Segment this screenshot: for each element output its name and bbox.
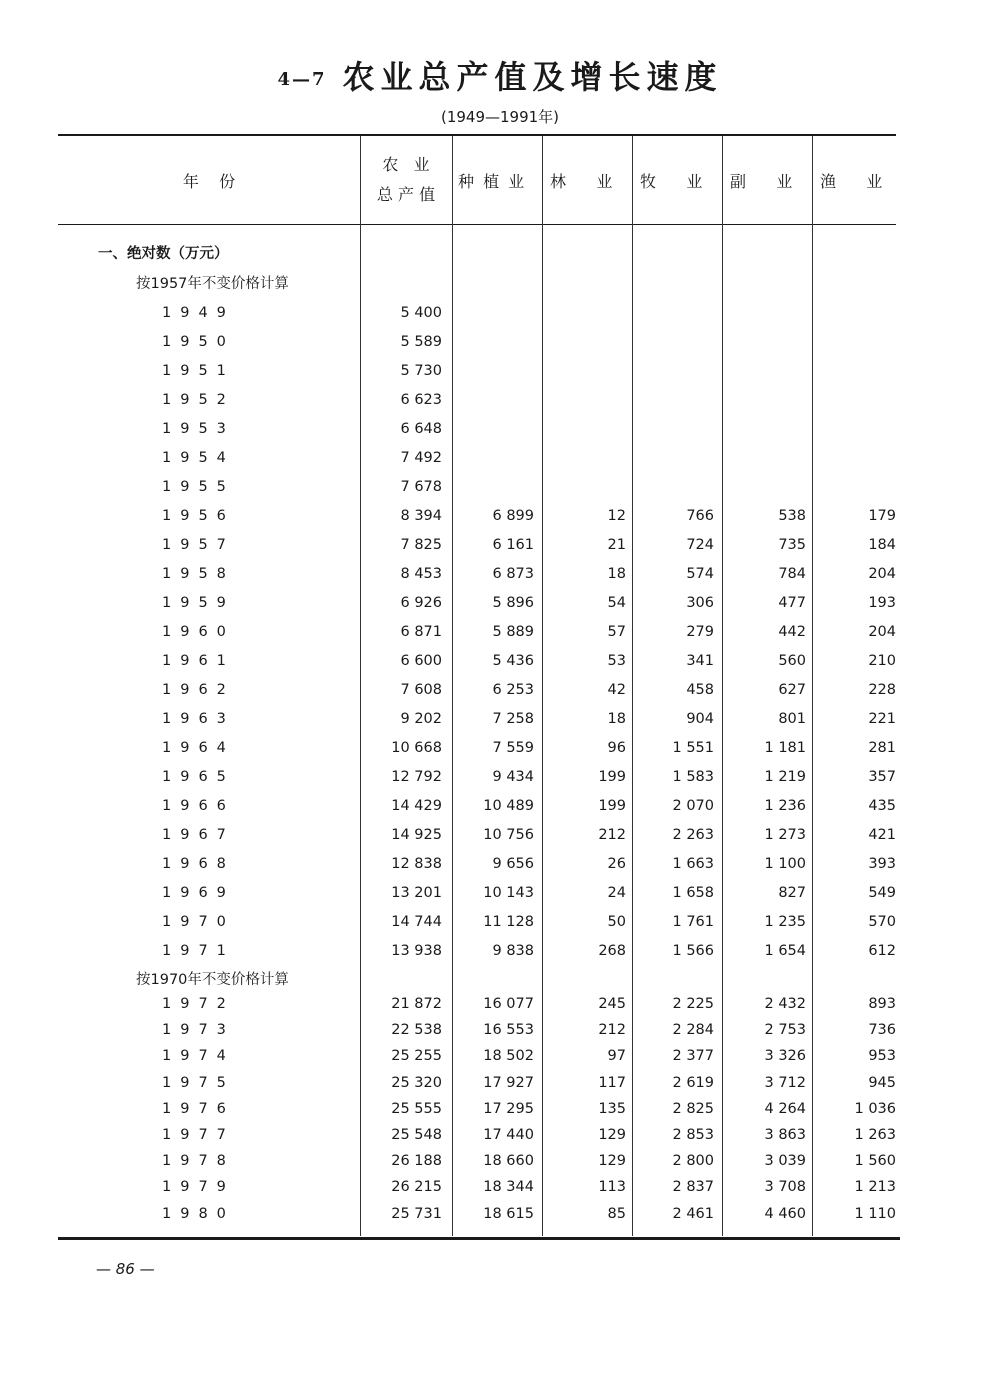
cell-livestock: 574 [686, 566, 714, 582]
table-row [58, 649, 900, 673]
cell-forestry: 50 [607, 914, 626, 930]
table-row [58, 359, 900, 383]
table-row [58, 475, 900, 499]
table-row [58, 992, 900, 1016]
cell-fishery: 736 [868, 1022, 896, 1039]
cell-livestock: 2 825 [672, 1100, 714, 1117]
cell-livestock: 904 [686, 711, 714, 727]
cell-livestock: 306 [686, 595, 714, 611]
cell-crops: 10 756 [483, 827, 534, 843]
cell-total: 12 792 [391, 769, 442, 785]
cell-fishery: 953 [868, 1048, 896, 1065]
cell-crops: 5 889 [492, 624, 534, 640]
cell-forestry: 96 [607, 740, 626, 756]
table-row [58, 707, 900, 731]
table-row [58, 852, 900, 876]
cell-total: 5 589 [400, 334, 442, 350]
cell-fishery: 945 [868, 1074, 896, 1091]
row-year: 1970 [162, 914, 235, 930]
row-year: 1950 [162, 334, 235, 350]
cell-crops: 17 295 [483, 1100, 534, 1117]
row-year: 1971 [162, 943, 235, 959]
table-row [58, 794, 900, 818]
row-year: 1968 [162, 856, 235, 872]
cell-livestock: 1 551 [672, 740, 714, 756]
row-year: 1978 [162, 1153, 235, 1170]
row-year: 1953 [162, 421, 235, 437]
cell-fishery: 281 [868, 740, 896, 756]
cell-forestry: 57 [607, 624, 626, 640]
row-year: 1960 [162, 624, 235, 640]
cell-livestock: 458 [686, 682, 714, 698]
cell-forestry: 18 [607, 566, 626, 582]
cell-crops: 18 344 [483, 1179, 534, 1196]
cell-crops: 18 615 [483, 1205, 534, 1222]
cell-forestry: 199 [598, 769, 626, 785]
basis-row [58, 272, 900, 296]
cell-fishery: 1 560 [854, 1153, 896, 1170]
basis-row [58, 968, 900, 992]
cell-sideline: 1 654 [764, 943, 806, 959]
cell-total: 6 600 [400, 653, 442, 669]
cell-fishery: 221 [868, 711, 896, 727]
cell-total: 13 201 [391, 885, 442, 901]
cell-forestry: 12 [607, 508, 626, 524]
cell-fishery: 549 [868, 885, 896, 901]
cell-forestry: 85 [607, 1205, 626, 1222]
cell-total: 6 871 [400, 624, 442, 640]
cell-fishery: 228 [868, 682, 896, 698]
cell-crops: 9 838 [492, 943, 534, 959]
cell-total: 7 492 [400, 450, 442, 466]
page-number: — 86 — [96, 1260, 155, 1278]
cell-sideline: 4 264 [764, 1100, 806, 1117]
cell-livestock: 341 [686, 653, 714, 669]
table-row [58, 1071, 900, 1095]
cell-crops: 10 489 [483, 798, 534, 814]
cell-sideline: 2 753 [764, 1022, 806, 1039]
cell-total: 8 394 [400, 508, 442, 524]
row-year: 1952 [162, 392, 235, 408]
cell-total: 8 453 [400, 566, 442, 582]
cell-total: 14 744 [391, 914, 442, 930]
cell-fishery: 421 [868, 827, 896, 843]
cell-sideline: 3 039 [764, 1153, 806, 1170]
cell-fishery: 204 [868, 624, 896, 640]
cell-sideline: 2 432 [764, 996, 806, 1012]
cell-sideline: 3 708 [764, 1179, 806, 1196]
cell-forestry: 199 [598, 798, 626, 814]
cell-crops: 7 258 [492, 711, 534, 727]
cell-crops: 6 161 [492, 537, 534, 553]
header-forestry: 林 业 [550, 171, 615, 191]
table-row [58, 1018, 900, 1042]
cell-crops: 5 896 [492, 595, 534, 611]
row-year: 1972 [162, 996, 235, 1012]
cell-total: 25 731 [391, 1205, 442, 1222]
row-year: 1955 [162, 479, 235, 495]
table-row [58, 881, 900, 905]
cell-forestry: 212 [598, 1022, 626, 1039]
row-year: 1954 [162, 450, 235, 466]
cell-sideline: 1 236 [764, 798, 806, 814]
cell-livestock: 2 837 [672, 1179, 714, 1196]
cell-sideline: 477 [778, 595, 806, 611]
row-year: 1977 [162, 1127, 235, 1143]
cell-fishery: 393 [868, 856, 896, 872]
row-year: 1959 [162, 595, 235, 611]
cell-livestock: 2 853 [672, 1127, 714, 1143]
year-range: (1949—1991年) [440, 108, 560, 126]
cell-total: 5 730 [400, 363, 442, 379]
cell-total: 7 608 [400, 682, 442, 698]
cell-livestock: 1 761 [672, 914, 714, 930]
cell-forestry: 24 [607, 885, 626, 901]
cell-forestry: 21 [607, 537, 626, 553]
cell-fishery: 1 110 [854, 1205, 896, 1222]
row-year: 1969 [162, 885, 235, 901]
row-year: 1973 [162, 1022, 235, 1039]
row-year: 1976 [162, 1100, 235, 1117]
header-livestock: 牧 业 [640, 171, 705, 191]
cell-sideline: 627 [778, 682, 806, 698]
table-row [58, 939, 900, 963]
cell-total: 6 623 [400, 392, 442, 408]
cell-fishery: 204 [868, 566, 896, 582]
cell-fishery: 1 263 [854, 1127, 896, 1143]
cell-total: 7 678 [400, 479, 442, 495]
table-row [58, 417, 900, 441]
page-title [0, 52, 1000, 98]
cell-livestock: 724 [686, 537, 714, 553]
cell-sideline: 3 326 [764, 1048, 806, 1065]
cell-total: 25 255 [391, 1048, 442, 1065]
cell-sideline: 538 [778, 508, 806, 524]
table-row [58, 1175, 900, 1199]
table-number: 4—7 [277, 69, 327, 90]
cell-sideline: 801 [778, 711, 806, 727]
cell-fishery: 210 [868, 653, 896, 669]
cell-livestock: 2 461 [672, 1205, 714, 1222]
table-title: 农业总产值及增长速度 [342, 58, 723, 96]
table-row [58, 446, 900, 470]
cell-forestry: 268 [598, 943, 626, 959]
cell-forestry: 135 [598, 1100, 626, 1117]
table-row [58, 620, 900, 644]
cell-sideline: 1 181 [764, 740, 806, 756]
cell-sideline: 3 863 [764, 1127, 806, 1143]
cell-fishery: 612 [868, 943, 896, 959]
cell-livestock: 2 284 [672, 1022, 714, 1039]
table-row [58, 330, 900, 354]
header-total [362, 136, 450, 224]
cell-total: 21 872 [391, 996, 442, 1012]
cell-crops: 7 559 [492, 740, 534, 756]
cell-crops: 9 434 [492, 769, 534, 785]
cell-forestry: 97 [607, 1048, 626, 1065]
header-total-line1: 农 业 [382, 155, 430, 174]
table-row [58, 388, 900, 412]
cell-crops: 18 660 [483, 1153, 534, 1170]
cell-total: 22 538 [391, 1022, 442, 1039]
cell-livestock: 2 800 [672, 1153, 714, 1170]
table-row [58, 765, 900, 789]
cell-total: 25 320 [391, 1074, 442, 1091]
cell-sideline: 784 [778, 566, 806, 582]
cell-livestock: 2 225 [672, 996, 714, 1012]
cell-total: 26 188 [391, 1153, 442, 1170]
header-sideline: 副 业 [730, 171, 795, 191]
cell-forestry: 26 [607, 856, 626, 872]
table-row [58, 823, 900, 847]
cell-sideline: 560 [778, 653, 806, 669]
cell-total: 7 825 [400, 537, 442, 553]
cell-forestry: 117 [598, 1074, 626, 1091]
cell-total: 26 215 [391, 1179, 442, 1196]
cell-livestock: 1 658 [672, 885, 714, 901]
header-crops: 种 植 业 [458, 171, 527, 191]
row-year: 1967 [162, 827, 235, 843]
table-row [58, 1044, 900, 1068]
cell-sideline: 735 [778, 537, 806, 553]
row-year: 1962 [162, 682, 235, 698]
cell-livestock: 279 [686, 624, 714, 640]
cell-total: 12 838 [391, 856, 442, 872]
row-year: 1963 [162, 711, 235, 727]
table-row [58, 736, 900, 760]
cell-sideline: 1 235 [764, 914, 806, 930]
row-year: 1964 [162, 740, 235, 756]
row-year: 1979 [162, 1179, 235, 1196]
cell-fishery: 435 [868, 798, 896, 814]
cell-fishery: 893 [868, 996, 896, 1012]
cell-crops: 16 077 [483, 996, 534, 1012]
header-fishery: 渔 业 [820, 171, 885, 191]
cell-livestock: 2 377 [672, 1048, 714, 1065]
table-row [58, 678, 900, 702]
section-row [58, 242, 900, 266]
cell-livestock: 1 663 [672, 856, 714, 872]
cell-sideline: 827 [778, 885, 806, 901]
header-year: 年 份 [182, 171, 236, 191]
cell-fishery: 193 [868, 595, 896, 611]
cell-total: 13 938 [391, 943, 442, 959]
cell-forestry: 129 [598, 1153, 626, 1170]
cell-total: 9 202 [400, 711, 442, 727]
cell-crops: 10 143 [483, 885, 534, 901]
cell-crops: 5 436 [492, 653, 534, 669]
cell-crops: 9 656 [492, 856, 534, 872]
cell-livestock: 1 566 [672, 943, 714, 959]
cell-crops: 6 899 [492, 508, 534, 524]
cell-crops: 6 873 [492, 566, 534, 582]
cell-forestry: 42 [607, 682, 626, 698]
cell-forestry: 212 [598, 827, 626, 843]
table-row [58, 533, 900, 557]
table-row [58, 1149, 900, 1173]
cell-forestry: 245 [598, 996, 626, 1012]
cell-fishery: 1 213 [854, 1179, 896, 1196]
row-year: 1974 [162, 1048, 235, 1065]
cell-livestock: 2 070 [672, 798, 714, 814]
cell-forestry: 113 [598, 1179, 626, 1196]
table-row [58, 1202, 900, 1226]
cell-total: 14 925 [391, 827, 442, 843]
cell-forestry: 54 [607, 595, 626, 611]
table-row [58, 1097, 900, 1121]
cell-forestry: 18 [607, 711, 626, 727]
cell-total: 6 648 [400, 421, 442, 437]
cell-livestock: 1 583 [672, 769, 714, 785]
cell-livestock: 2 619 [672, 1074, 714, 1091]
cell-fishery: 1 036 [854, 1100, 896, 1117]
basis-label-1957: 按1957年不变价格计算 [136, 276, 289, 292]
row-year: 1957 [162, 537, 235, 553]
cell-total: 25 548 [391, 1127, 442, 1143]
cell-livestock: 2 263 [672, 827, 714, 843]
row-year: 1975 [162, 1074, 235, 1091]
row-year: 1949 [162, 305, 235, 321]
cell-crops: 6 253 [492, 682, 534, 698]
cell-livestock: 766 [686, 508, 714, 524]
cell-total: 25 555 [391, 1100, 442, 1117]
header-total-line2: 总 产 值 [376, 185, 436, 204]
table-row [58, 504, 900, 528]
cell-sideline: 1 100 [764, 856, 806, 872]
cell-forestry: 129 [598, 1127, 626, 1143]
row-year: 1965 [162, 769, 235, 785]
row-year: 1961 [162, 653, 235, 669]
header-rule [58, 224, 896, 225]
cell-total: 6 926 [400, 595, 442, 611]
cell-fishery: 179 [868, 508, 896, 524]
cell-fishery: 570 [868, 914, 896, 930]
cell-crops: 11 128 [483, 914, 534, 930]
table-row [58, 562, 900, 586]
cell-forestry: 53 [607, 653, 626, 669]
cell-fishery: 184 [868, 537, 896, 553]
cell-crops: 17 440 [483, 1127, 534, 1143]
cell-crops: 16 553 [483, 1022, 534, 1039]
cell-sideline: 1 273 [764, 827, 806, 843]
cell-sideline: 1 219 [764, 769, 806, 785]
cell-sideline: 4 460 [764, 1205, 806, 1222]
cell-crops: 17 927 [483, 1074, 534, 1091]
cell-fishery: 357 [868, 769, 896, 785]
row-year: 1958 [162, 566, 235, 582]
table-row [58, 910, 900, 934]
cell-total: 14 429 [391, 798, 442, 814]
row-year: 1951 [162, 363, 235, 379]
section-label: 一、绝对数（万元） [98, 246, 229, 262]
table-row [58, 591, 900, 615]
table-row [58, 301, 900, 325]
table-row [58, 1123, 900, 1147]
cell-sideline: 3 712 [764, 1074, 806, 1091]
row-year: 1980 [162, 1205, 235, 1222]
cell-total: 10 668 [391, 740, 442, 756]
basis-label-1970: 按1970年不变价格计算 [136, 972, 289, 988]
row-year: 1966 [162, 798, 235, 814]
cell-sideline: 442 [778, 624, 806, 640]
row-year: 1956 [162, 508, 235, 524]
cell-crops: 18 502 [483, 1048, 534, 1065]
cell-total: 5 400 [400, 305, 442, 321]
bottom-rule [58, 1237, 900, 1240]
